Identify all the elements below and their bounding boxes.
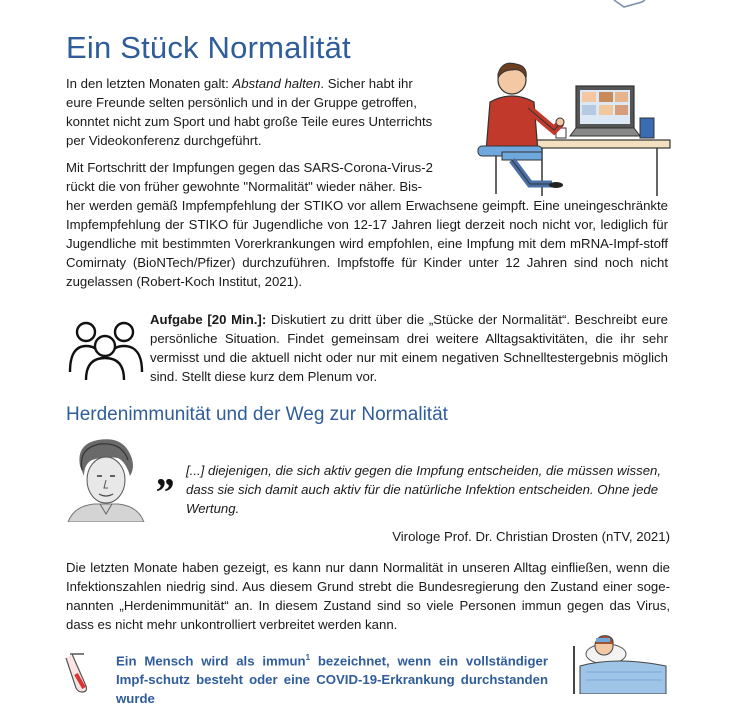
intro-paragraph-1 [66,74,442,150]
video-conference-illustration [472,56,672,196]
intro-paragraph-2-rest: her werden gemäß Impfempfehlung der STIKO vor allem Erwachsene geimpft. Eine uneingeschränkte Impfempfehlung der STIKO für Jugendliche von 12-17 Jahren liegt derzeit noch nicht vor, lediglich für Jugendliche mit bestimmten Vorerkrankungen wird empfohlen, eine Impfung mit dem mRNA-Impf-stoff Comirnaty (BioNTech/Pfizer) durchzuführen. Impfstoffe für Kinder unter 12 Jahren sind noch nicht zugelassen (Robert-Koch Institut, 2021). [66,198,668,289]
intro-p1-segment: In den letzten Monaten galt: [66,76,233,91]
group-people-icon [66,316,146,382]
quote-text: [...] diejenigen, die sich aktiv gegen die Impfung entscheiden, die müssen wissen, dass sie sich damit auch aktiv für die natürliche Infektion entscheiden. Ohne jede Wertung. [186,463,662,516]
sick-in-bed-illustration [566,626,670,694]
section-title: Herdenimmunität und der Weg zur Normalität [66,404,448,425]
task-paragraph [150,310,668,386]
quote-mark: „ [157,449,177,494]
portrait-sketch [64,436,148,522]
footnote-marker: 1 [305,653,311,662]
intro-p2-line-1: Mit Fortschritt der Impfungen gegen das SARS-Corona-Virus-2 [66,160,433,175]
intro-p1-segment: Abstand halten [232,76,321,91]
task-label: Aufgabe [20 Min.]: [150,312,267,327]
page-title: Ein Stück Normalität [66,30,351,65]
intro-p1-segment: . Sicher habt ihr eure Freunde selten persönlich und in der Gruppe getroffen, konntet nicht zum Sport und habt große Teile eures Unterrichts per Videokonferenz durchgeführt. [66,76,433,148]
immunity-callout [116,648,548,708]
intro-p2-line-2: rückt die von früher gewohnte "Normalität" wieder näher. Bis- [66,179,423,194]
body-paragraph-3: Die letzten Monate haben gezeigt, es kann nur dann Normalität in unseren Alltag einfließen, wenn die Infektionszahlen niedrig sind. Aus diesem Grund strebt die Bundesregierung den Zustand einer soge-nannten „Herdenimmunität“ an. In diesem Zustand sind so viele Personen immun gegen das Virus, dass es nicht mehr unkontrolliert verbreitet werden kann. [66,560,670,632]
callout-text-b: bezeichnet, wenn ein vollständiger Impf-schutz besteht oder eine COVID-19-Erkrankung durchstanden wurde [116,653,548,707]
intro-paragraph-2-lines [66,158,442,196]
task-text: Diskutiert zu dritt über die „Stücke der Normalität“. Beschreibt eure persönliche Situation. Findet gemeinsam drei weitere Alltagsaktivitäten, die ihr sehr vermisst und die aktuell nicht oder nur mit einem negativen Schnelltestergebnis möglich sind. Stellt diese kurz dem Plenum vor. [150,312,668,384]
quote-source: Virologe Prof. Dr. Christian Drosten (nTV, 2021) [392,529,670,544]
test-tube-icon [62,650,92,694]
top-decoration-fragment [612,0,648,10]
callout-text-a: Ein Mensch wird als immun [116,653,306,669]
